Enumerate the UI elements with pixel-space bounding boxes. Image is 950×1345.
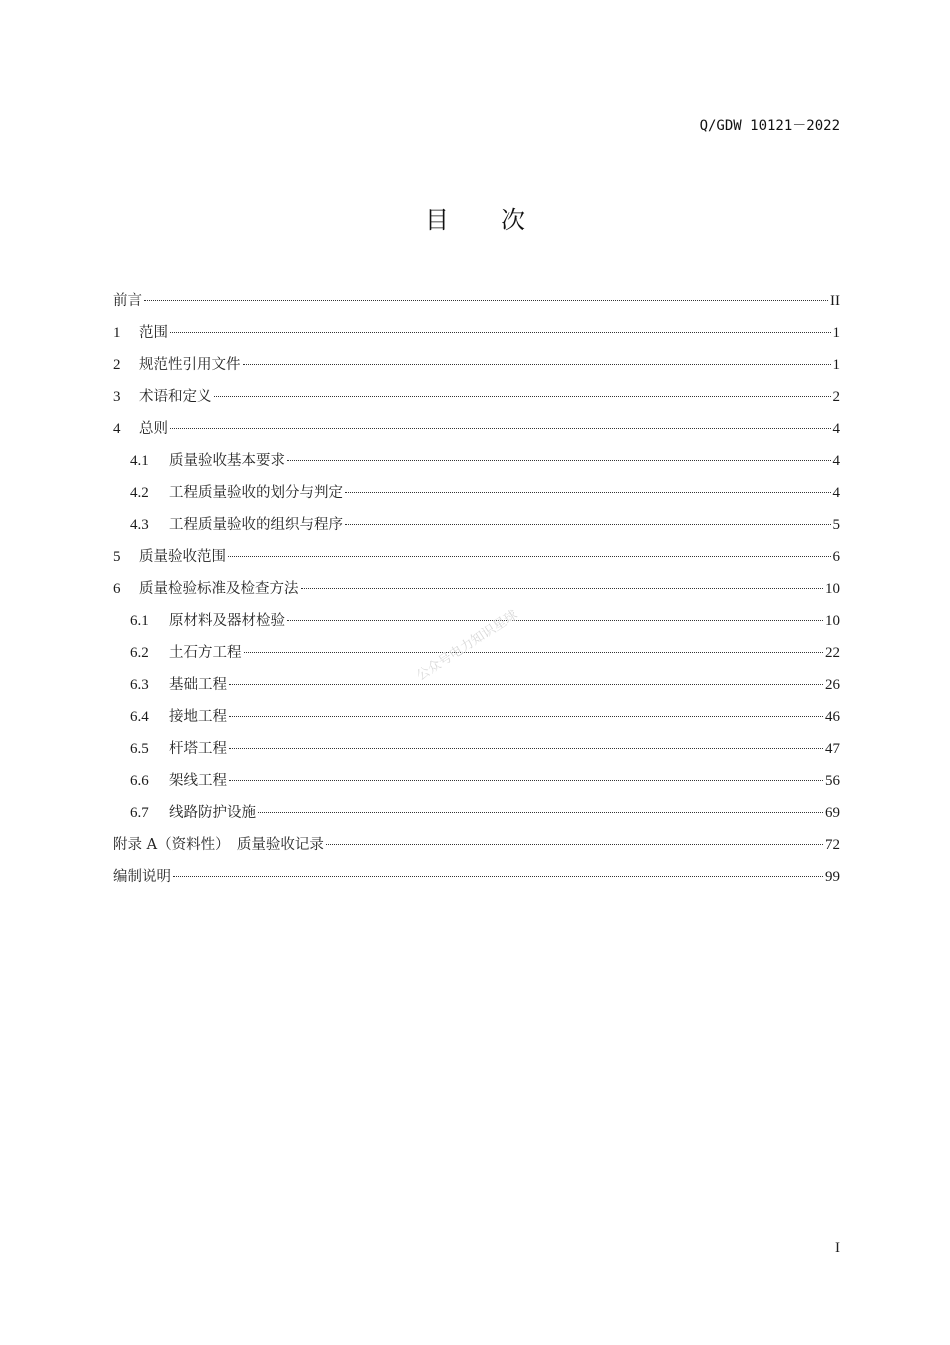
toc-entry[interactable]: [113, 736, 840, 768]
document-code: Q/GDW 10121－2022: [699, 118, 840, 134]
toc-entry-number: 4.3: [130, 517, 149, 533]
title-char-2: 次: [501, 206, 525, 234]
dot-leader: [301, 588, 824, 589]
dot-leader: [258, 812, 823, 813]
dot-leader: [229, 684, 823, 685]
toc-entry-label: 工程质量验收的组织与程序: [169, 517, 343, 533]
toc-entry-page: 4: [832, 453, 840, 469]
toc-entry[interactable]: [113, 448, 840, 480]
toc-entry-label: 规范性引用文件: [139, 357, 241, 373]
toc-entry-number: 3: [113, 389, 121, 405]
toc-entry-page: 26: [825, 677, 840, 693]
toc-entry-number: 6.1: [130, 613, 149, 629]
toc-entry[interactable]: [113, 800, 840, 832]
toc-entry-page: 69: [825, 805, 840, 821]
dot-leader: [228, 556, 831, 557]
watermark: 公众号电力知识星球: [414, 607, 521, 684]
toc-entry-label: 质量验收范围: [139, 549, 226, 565]
toc-entry-number: 6.5: [130, 741, 149, 757]
toc-entry[interactable]: [113, 864, 840, 896]
toc-entry-page: 1: [832, 325, 840, 341]
page-title: [0, 200, 950, 235]
toc-entry-page: 56: [825, 773, 840, 789]
toc-entry-number: 6: [113, 581, 121, 597]
dot-leader: [173, 876, 823, 877]
toc-entry[interactable]: [113, 416, 840, 448]
page-number: I: [835, 1240, 840, 1256]
toc-entry[interactable]: [113, 320, 840, 352]
dot-leader: [345, 492, 831, 493]
toc-entry-number: 2: [113, 357, 121, 373]
toc-entry-page: 10: [825, 581, 840, 597]
dot-leader: [170, 428, 831, 429]
toc-entry[interactable]: [113, 704, 840, 736]
dot-leader: [287, 620, 823, 621]
toc-entry-label: 杆塔工程: [169, 741, 227, 757]
toc-entry[interactable]: [113, 480, 840, 512]
toc-entry-label: 架线工程: [169, 773, 227, 789]
toc-entry-page: 2: [832, 389, 840, 405]
toc-entry-label: 原材料及器材检验: [169, 613, 285, 629]
toc-entry-page: 6: [832, 549, 840, 565]
title-char-1: 目: [425, 206, 449, 234]
toc-entry-page: 99: [825, 869, 840, 885]
toc-entry-label: 术语和定义: [139, 389, 212, 405]
toc-entry-number: 4.2: [130, 485, 149, 501]
toc-entry-label: 线路防护设施: [169, 805, 256, 821]
toc-entry-page: 4: [832, 421, 840, 437]
toc-entry[interactable]: [113, 544, 840, 576]
toc-entry-label: 质量验收基本要求: [169, 453, 285, 469]
toc-entry-label: 土石方工程: [169, 645, 242, 661]
toc-entry-page: 72: [825, 837, 840, 853]
dot-leader: [244, 652, 824, 653]
table-of-contents: [113, 288, 840, 896]
dot-leader: [229, 748, 823, 749]
dot-leader: [229, 780, 823, 781]
toc-entry[interactable]: [113, 384, 840, 416]
toc-entry-label: 工程质量验收的划分与判定: [169, 485, 343, 501]
toc-entry-number: 6.2: [130, 645, 149, 661]
toc-entry-number: 6.3: [130, 677, 149, 693]
toc-entry-label: 编制说明: [113, 869, 171, 885]
toc-entry-label: 范围: [139, 325, 168, 341]
dot-leader: [170, 332, 831, 333]
toc-entry[interactable]: [113, 576, 840, 608]
toc-entry-label: 附录 A（资料性） 质量验收记录: [113, 837, 324, 853]
toc-entry-number: 6.4: [130, 709, 149, 725]
toc-entry-page: 4: [832, 485, 840, 501]
toc-entry[interactable]: [113, 288, 840, 320]
toc-entry-label: 总则: [139, 421, 168, 437]
toc-entry-page: 46: [825, 709, 840, 725]
toc-entry-label: 前言: [113, 293, 142, 309]
toc-entry-page: 47: [825, 741, 840, 757]
toc-entry-number: 4: [113, 421, 121, 437]
toc-entry-label: 质量检验标准及检查方法: [139, 581, 299, 597]
dot-leader: [326, 844, 823, 845]
dot-leader: [345, 524, 831, 525]
toc-entry[interactable]: [113, 768, 840, 800]
toc-entry-number: 5: [113, 549, 121, 565]
toc-entry-label: 基础工程: [169, 677, 227, 693]
dot-leader: [243, 364, 831, 365]
toc-entry-page: 22: [825, 645, 840, 661]
toc-entry-page: II: [830, 293, 840, 309]
toc-entry[interactable]: [113, 672, 840, 704]
toc-entry-number: 1: [113, 325, 121, 341]
toc-entry-number: 6.6: [130, 773, 149, 789]
toc-entry-page: 1: [832, 357, 840, 373]
dot-leader: [214, 396, 831, 397]
toc-entry-label: 接地工程: [169, 709, 227, 725]
toc-entry-number: 6.7: [130, 805, 149, 821]
dot-leader: [229, 716, 823, 717]
dot-leader: [144, 300, 828, 301]
toc-entry[interactable]: [113, 512, 840, 544]
toc-entry[interactable]: [113, 352, 840, 384]
dot-leader: [287, 460, 831, 461]
toc-entry-number: 4.1: [130, 453, 149, 469]
toc-entry-page: 5: [832, 517, 840, 533]
toc-entry-page: 10: [825, 613, 840, 629]
toc-entry[interactable]: [113, 832, 840, 864]
